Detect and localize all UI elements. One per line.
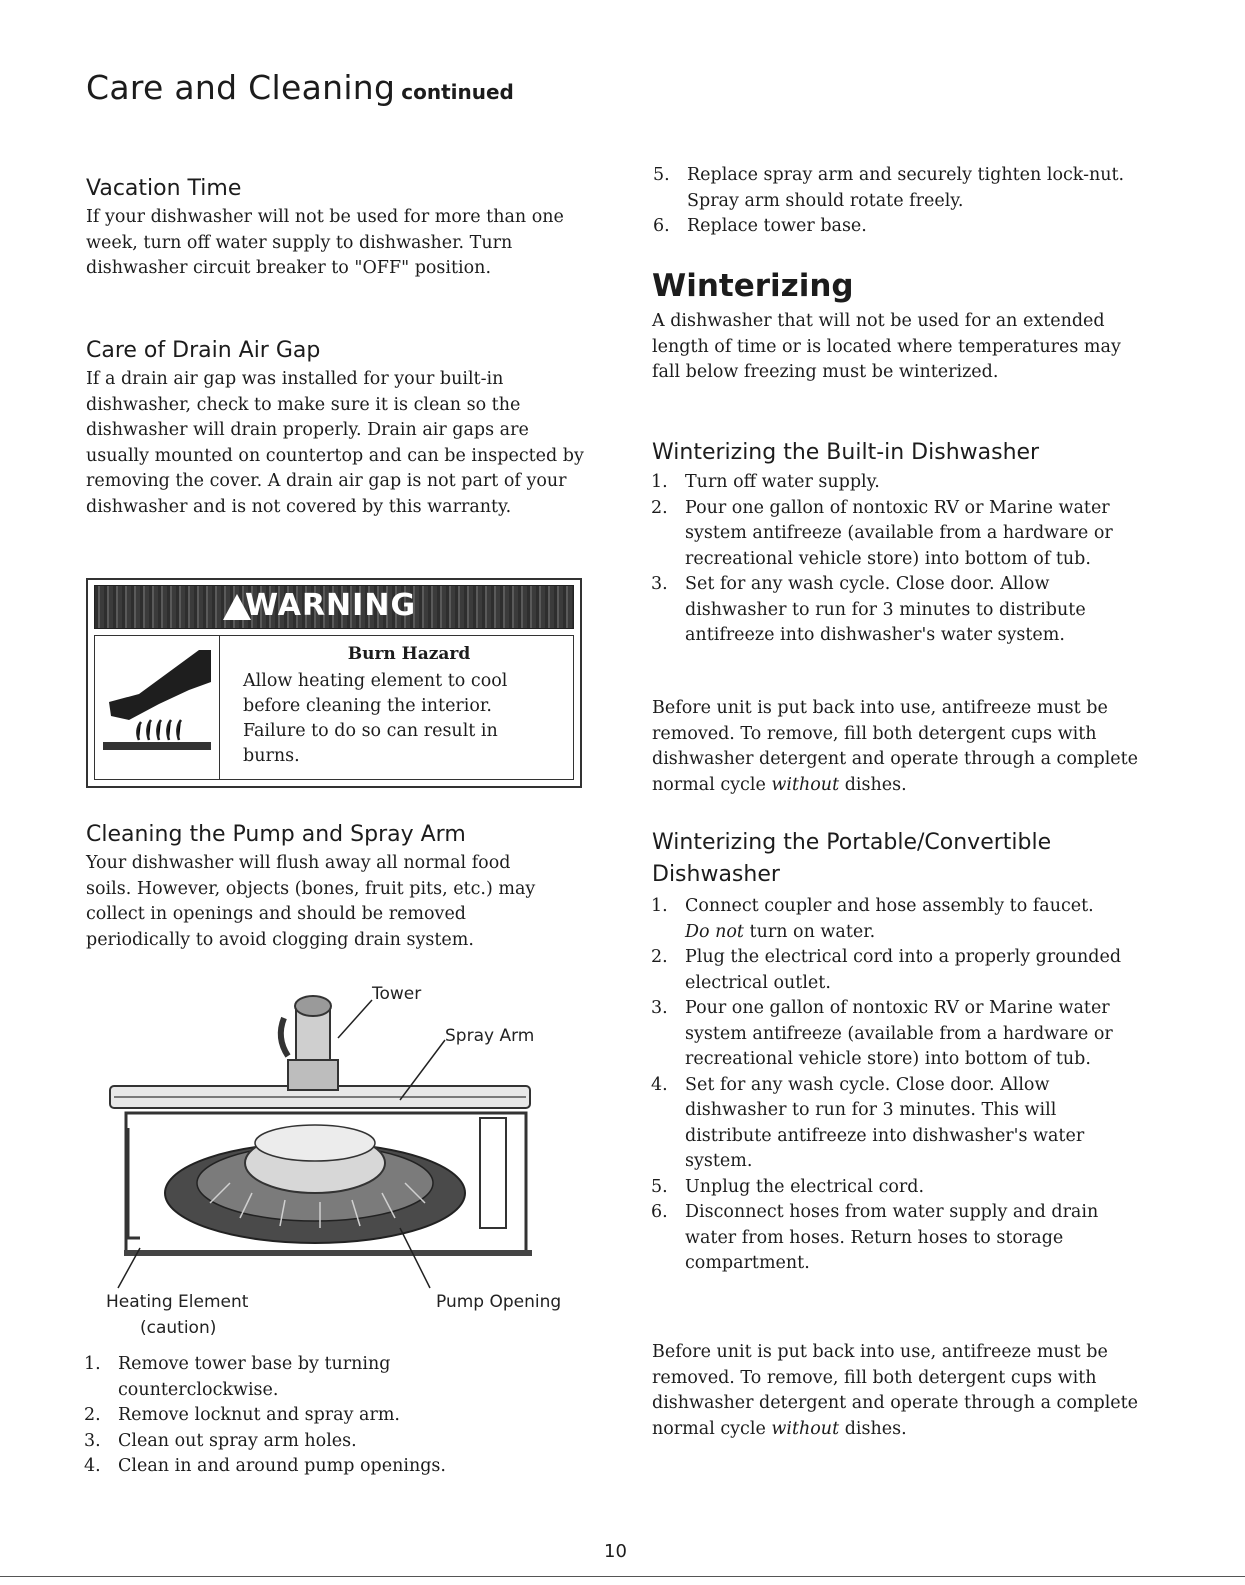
winterizing-heading: Winterizing — [652, 268, 854, 304]
warning-line: before cleaning the interior. — [243, 696, 492, 716]
step-text: Set for any wash cycle. Close door. Allow dishwasher to run for 3 minutes to distribute antifreeze into dishwasher's water system. — [685, 574, 1086, 645]
step-emphasis: Do not — [685, 921, 744, 942]
vacation-body: If your dishwasher will not be used for more than one week, turn off water supply to dishwasher. Turn dishwasher circuit breaker to "OFF" position. — [86, 207, 564, 278]
list-item — [651, 470, 1126, 496]
page-title-text: Care and Cleaning — [86, 68, 396, 107]
step-text: turn on water. — [749, 921, 876, 942]
step-number: 1. — [651, 896, 668, 916]
vacation-heading: Vacation Time — [86, 176, 242, 201]
step-number: 4. — [84, 1456, 101, 1476]
air-gap-heading: Care of Drain Air Gap — [86, 338, 321, 363]
step-text: Replace tower base. — [687, 216, 867, 236]
step-number: 2. — [651, 947, 668, 967]
step-number: 3. — [651, 998, 668, 1018]
list-item — [84, 1454, 554, 1480]
step-text: Pour one gallon of nontoxic RV or Marine water system antifreeze (available from a hardware or recreational vehicle store) into bottom of tub. — [685, 998, 1113, 1069]
list-item — [84, 1352, 554, 1403]
spray-arm-label: Spray Arm — [445, 1026, 535, 1046]
list-item — [651, 945, 1131, 996]
list-item — [651, 1175, 1131, 1201]
warning-banner — [94, 585, 574, 629]
page-title — [86, 68, 514, 107]
step-text: Set for any wash cycle. Close door. Allow dishwasher to run for 3 minutes. This will distribute antifreeze into dishwasher's water system. — [685, 1074, 1085, 1171]
warning-line: Allow heating element to cool — [243, 671, 508, 691]
portable-after-emphasis: without — [771, 1418, 840, 1439]
step-number: 1. — [84, 1354, 101, 1374]
builtin-steps-list — [651, 470, 1126, 649]
portable-steps-list — [651, 894, 1131, 1277]
warning-body — [243, 669, 507, 769]
warning-line: Failure to do so can result in — [243, 721, 498, 741]
step-text: Clean out spray arm holes. — [118, 1430, 357, 1451]
step-text: Disconnect hoses from water supply and drain water from hoses. Return hoses to storage compartment. — [685, 1202, 1099, 1273]
list-item — [651, 572, 1126, 649]
step-number: 6. — [653, 216, 670, 236]
step-text: Pour one gallon of nontoxic RV or Marine water system antifreeze (available from a hardware or recreational vehicle store) into bottom of tub. — [685, 497, 1113, 569]
warning-content — [94, 635, 574, 780]
pump-diagram — [100, 978, 570, 1293]
step-number: 5. — [651, 1176, 668, 1197]
warning-line: burns. — [243, 746, 300, 766]
list-item — [651, 496, 1126, 573]
portable-after-post: dishes. — [844, 1418, 907, 1439]
step-text: Clean in and around pump openings. — [118, 1456, 446, 1476]
list-item — [651, 1073, 1131, 1175]
pump-steps-continued-list — [653, 163, 1143, 240]
step-text: Connect coupler and hose assembly to faucet. — [685, 896, 1094, 916]
step-text: Unplug the electrical cord. — [685, 1176, 925, 1197]
caution-label: (caution) — [140, 1318, 217, 1338]
list-item — [84, 1429, 554, 1455]
step-text: Remove tower base by turning counterclockwise. — [118, 1354, 391, 1400]
builtin-heading: Winterizing the Built-in Dishwasher — [652, 440, 1040, 465]
step-number: 1. — [651, 472, 668, 492]
pump-body: Your dishwasher will flush away all normal food soils. However, objects (bones, fruit pits, etc.) may collect in openings and should be removed periodically to avoid clogging drain system. — [86, 853, 536, 950]
step-number: 3. — [84, 1430, 101, 1451]
list-item — [84, 1403, 554, 1429]
step-text: Remove locknut and spray arm. — [118, 1405, 400, 1425]
step-number: 3. — [651, 574, 668, 594]
list-item — [651, 996, 1131, 1073]
pump-steps-list — [84, 1352, 554, 1480]
step-number: 5. — [653, 165, 670, 185]
step-number: 4. — [651, 1074, 668, 1095]
pump-opening-label: Pump Opening — [436, 1292, 562, 1312]
warning-label: WARNING — [245, 588, 417, 623]
portable-heading-line2: Dishwasher — [652, 862, 780, 887]
page-title-suffix: continued — [401, 80, 514, 104]
heating-element-label: Heating Element — [106, 1292, 249, 1312]
air-gap-body: If a drain air gap was installed for your built-in dishwasher, check to make sure it is clean so the dishwasher will drain properly. Drain air gaps are usually mounted on countertop and can be inspected by removing the cover. A drain air gap is not part of your dishwasher and is not covered by this warranty. — [86, 369, 584, 517]
pump-heading: Cleaning the Pump and Spray Arm — [86, 822, 466, 847]
list-item — [651, 894, 1131, 945]
tower-label: Tower — [372, 984, 422, 1004]
footer-rule — [0, 1576, 1245, 1577]
builtin-after-post: dishes. — [844, 774, 907, 795]
warning-box — [86, 578, 582, 788]
step-number: 2. — [651, 497, 668, 518]
portable-after-pre: Before unit is put back into use, antifreeze must be removed. To remove, fill both detergent cups with dishwasher detergent and operate through a complete normal cycle — [652, 1342, 1139, 1439]
builtin-after-emphasis: without — [771, 774, 840, 795]
winterizing-body: A dishwasher that will not be used for an extended length of time or is located where temperatures may fall below freezing must be winterized. — [652, 311, 1121, 382]
step-text: Plug the electrical cord into a properly grounded electrical outlet. — [685, 947, 1122, 993]
warning-title: Burn Hazard — [347, 644, 471, 664]
list-item — [653, 163, 1143, 214]
list-item — [653, 214, 1143, 240]
page-number: 10 — [604, 1541, 627, 1562]
builtin-after-text — [652, 696, 1152, 798]
step-number: 2. — [84, 1405, 101, 1425]
step-text: Replace spray arm and securely tighten lock-nut. Spray arm should rotate freely. — [687, 165, 1125, 211]
step-number: 6. — [651, 1202, 668, 1222]
portable-after-text — [652, 1340, 1152, 1442]
builtin-after-pre: Before unit is put back into use, antifreeze must be removed. To remove, fill both detergent cups with dishwasher detergent and operate through a complete normal cycle — [652, 698, 1139, 795]
portable-heading-line1: Winterizing the Portable/Convertible — [652, 830, 1052, 855]
list-item — [651, 1200, 1131, 1277]
step-text: Turn off water supply. — [685, 472, 880, 492]
burn-hazard-icon — [99, 642, 215, 752]
